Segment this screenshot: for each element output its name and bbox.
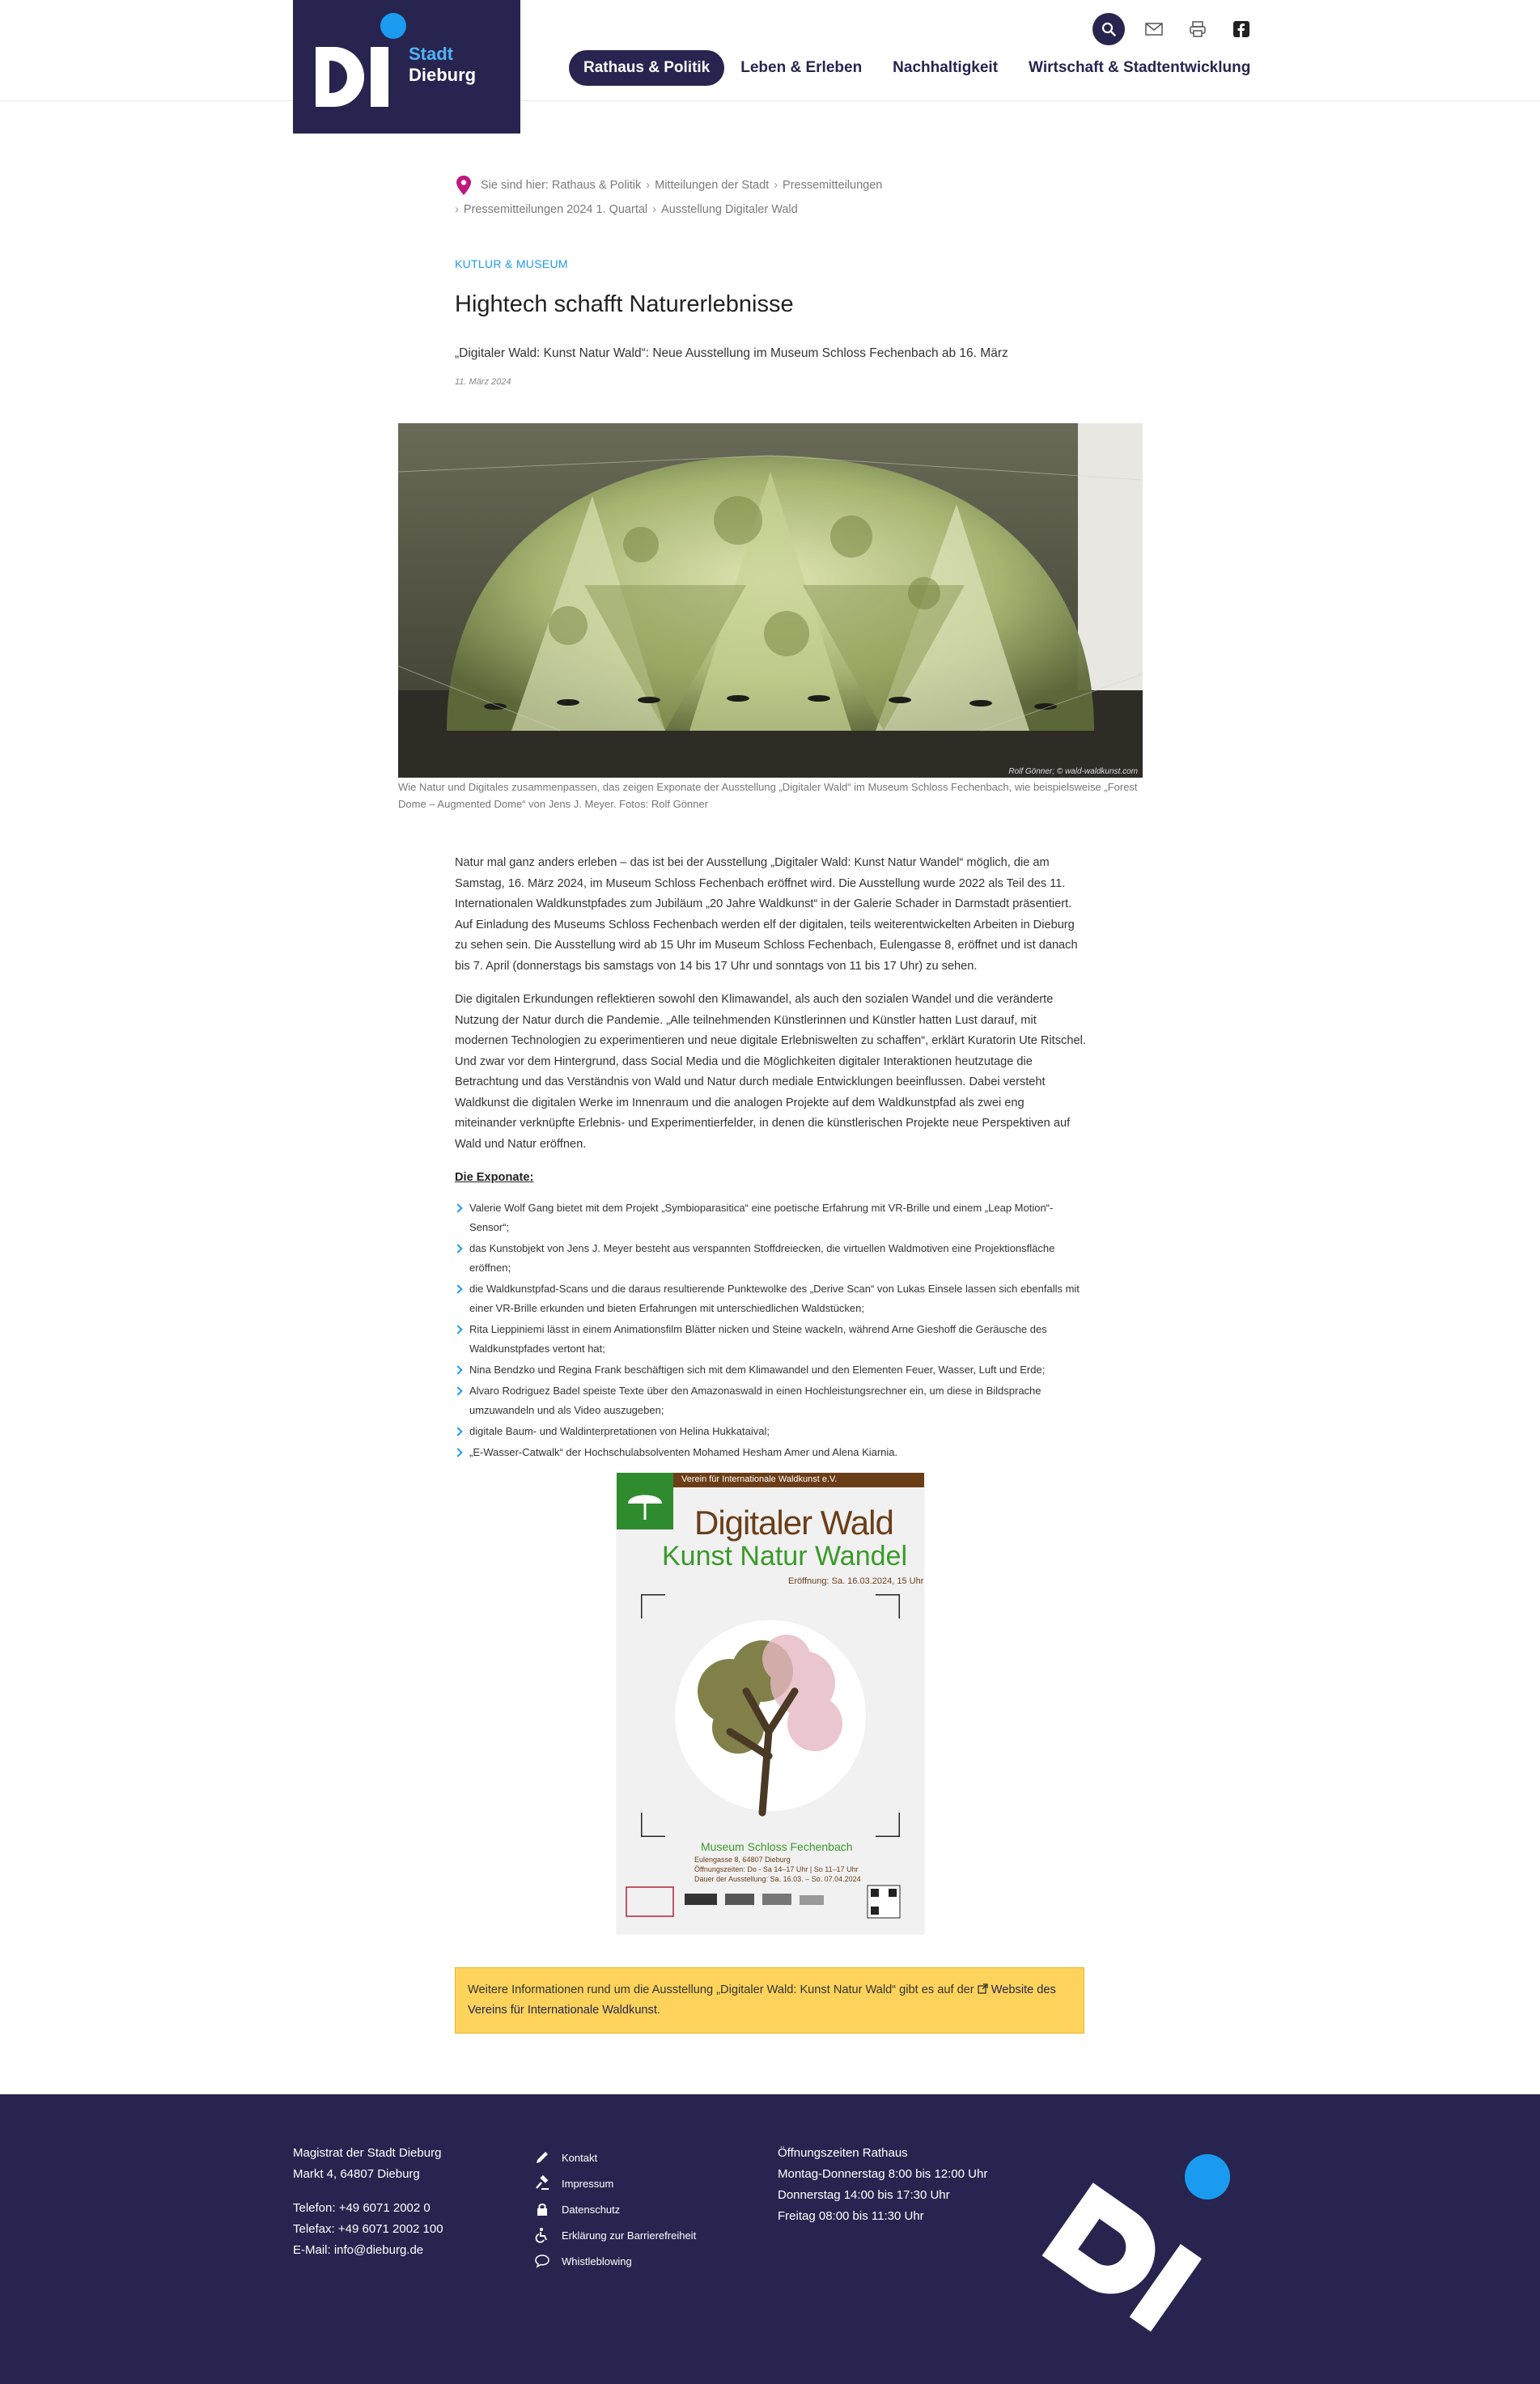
footer-link-datenschutz[interactable]: [534, 2196, 696, 2222]
article-paragraph: Die digitalen Erkundungen reflektieren sowohl den Klimawandel, als auch den sozialen Wandel und die veränderte Nutzung der Natur durch die Pandemie. „Alle teilnehmenden Künstlerinnen und Künstler hatten Lust darauf, mit modernen Technologien zu experimentieren und neue digitale Erlebniswelten zu schaffen“, erklärt Kuratorin Ute Ritschel. Und zwar vor dem Hintergrund, dass Social Media und die Möglichkeiten digitaler Interaktionen heutzutage die Betrachtung und das Verständnis von Wald und Natur durch mediale Entwicklungen beeinflussen. Dabei versteht Waldkunst die digitalen Werke im Innenraum und die analogen Projekte auf dem Waldkunstpfad als zwei eng miteinander verknüpfte Erlebnis- und Experimentierfelder, in denen die künstlerischen Projekte neue Perspektiven auf Wald und Natur eröffnen.: [455, 993, 1086, 1151]
footer-hours-line: Freitag 08:00 bis 11:30 Uhr: [778, 2209, 924, 2223]
info-suffix: .: [656, 2004, 660, 2017]
print-icon: [1189, 20, 1207, 38]
footer-link-label: Whistleblowing: [562, 2255, 632, 2267]
breadcrumb-item[interactable]: Mitteilungen der Stadt: [655, 179, 770, 192]
poster-org-logo: [617, 1473, 673, 1529]
poster-venue: Museum Schloss Fechenbach: [701, 1840, 853, 1853]
article-subtitle: „Digitaler Wald: Kunst Natur Wald“: Neue Ausstellung im Museum Schloss Fechenbach ab 16. März: [455, 346, 1008, 360]
breadcrumb-prefix: Sie sind hier:: [481, 179, 549, 192]
umbrella-icon: [617, 1473, 673, 1529]
footer-email[interactable]: E-Mail: info@dieburg.de: [293, 2243, 424, 2257]
header-icons: [1092, 13, 1256, 45]
location-pin-icon: [455, 175, 473, 196]
poster-tree-illustration: [641, 1594, 900, 1837]
footer-link-kontakt[interactable]: [534, 2144, 696, 2170]
page-title: Hightech schafft Naturerlebnisse: [455, 291, 794, 317]
forest-dome-photo: [398, 423, 1143, 778]
gavel-icon: [534, 2175, 550, 2191]
pen-icon: [534, 2149, 550, 2166]
info-text: Weitere Informationen rund um die Ausstellung „Digitaler Wald: Kunst Natur Wald“ gibt es auf der: [468, 1983, 974, 1996]
footer-hours-line: Montag-Donnerstag 8:00 bis 12:00 Uhr: [778, 2167, 988, 2181]
poster-title-2: Kunst Natur Wandel: [662, 1541, 907, 1572]
external-link-waldkunst[interactable]: Website des Vereins für Internationale Waldkunst: [468, 1983, 1056, 2017]
breadcrumb: [455, 173, 1102, 222]
footer-address: [293, 2143, 443, 2261]
footer-link-barrierefreiheit[interactable]: [534, 2222, 696, 2248]
article-paragraph: Natur mal ganz anders erleben – das ist bei der Ausstellung „Digitaler Wald: Kunst Natur Wandel“ möglich, die am Samstag, 16. März 2024, im Museum Schloss Fechenbach eröffnet wird. Die Ausstellung wurde 2022 als Teil des 11. Internationalen Waldkunstpfades zum Jubiläum „20 Jahre Waldkunst“ in der Galerie Schader in Darmstadt präsentiert. Auf Einladung des Museums Schloss Fechenbach werden elf der digitalen, teils weiterentwickelten Arbeiten in Dieburg zu sehen sein. Die Ausstellung wird ab 15 Uhr im Museum Schloss Fechenbach, Eulengasse 8, eröffnet und ist danach bis 7. April (donnerstags bis samstags von 14 bis 17 Uhr und sonntags von 11 bis 17 Uhr) zu sehen.: [455, 856, 1078, 973]
site-footer: [0, 2094, 1540, 2384]
article-category[interactable]: KUTLUR & MUSEUM: [455, 257, 568, 270]
list-item: Rita Lieppiniemi lässt in einem Animationsfilm Blätter nicken und Steine wackeln, während Arne Gieshoff die Geräusche des Waldkunstpfades vertont hat;: [455, 1320, 1086, 1359]
list-item: Valerie Wolf Gang bietet mit dem Projekt „Symbioparasitica“ eine poetische Erfahrung mit VR-Brille und einem „Leap Motion“-Sensor“;: [455, 1198, 1086, 1237]
chevron-right-icon: ›: [652, 203, 656, 216]
search-button[interactable]: [1092, 13, 1125, 45]
breadcrumb-item[interactable]: Rathaus & Politik: [551, 179, 642, 192]
speech-bubble-icon: [534, 2253, 550, 2269]
poster-duration: Dauer der Ausstellung: Sa. 16.03. – So. 07.04.2024: [694, 1875, 861, 1883]
footer-fax: Telefax: +49 6071 2002 100: [293, 2222, 443, 2236]
footer-links: [534, 2144, 696, 2274]
footer-phone[interactable]: Telefon: +49 6071 2002 0: [293, 2201, 431, 2215]
site-logo[interactable]: [293, 0, 520, 134]
facebook-icon: [1233, 21, 1249, 37]
mail-icon: [1145, 23, 1163, 36]
breadcrumb-item[interactable]: Pressemitteilungen: [783, 179, 883, 192]
footer-address-line: Markt 4, 64807 Dieburg: [293, 2167, 420, 2181]
exhibits-list: [455, 1198, 1086, 1462]
article-date: 11. März 2024: [455, 377, 511, 387]
chevron-right-icon: ›: [455, 203, 459, 216]
nav-item-nachhaltigkeit[interactable]: Nachhaltigkeit: [893, 59, 999, 76]
footer-opening-hours: [778, 2143, 987, 2227]
poster-org: Verein für Internationale Waldkunst e.V.: [681, 1474, 838, 1484]
mail-button[interactable]: [1139, 15, 1169, 44]
list-item: die Waldkunstpfad-Scans und die daraus resultierende Punktewolke des „Derive Scan“ von Lukas Einsele lassen sich ebenfalls mit einer VR-Brille erkunden und bieten Erfahrungen mit unterschiedlichen Waldstücken;: [455, 1279, 1086, 1318]
logo-text-stadt: Stadt: [409, 44, 453, 64]
article-hero-image: [398, 423, 1143, 778]
list-item: digitale Baum- und Waldinterpretationen von Helina Hukkataival;: [455, 1422, 1086, 1441]
search-icon: [1101, 22, 1116, 36]
poster-details: [694, 1855, 889, 1884]
print-button[interactable]: [1183, 15, 1212, 44]
logo-text-dieburg: Dieburg: [409, 65, 477, 85]
footer-link-label: Erklärung zur Barrierefreiheit: [562, 2229, 697, 2242]
footer-address-line: Magistrat der Stadt Dieburg: [293, 2146, 442, 2160]
footer-logo: [1020, 2143, 1230, 2353]
footer-link-label: Datenschutz: [562, 2203, 621, 2216]
poster-hours: Öffnungszeiten: Do - Sa 14–17 Uhr | So 11–17 Uhr: [694, 1865, 859, 1873]
nav-item-rathaus-politik[interactable]: Rathaus & Politik: [569, 50, 724, 86]
breadcrumb-item[interactable]: Pressemitteilungen 2024 1. Quartal: [463, 203, 648, 216]
nav-item-wirtschaft[interactable]: Wirtschaft & Stadtentwicklung: [1029, 59, 1251, 76]
poster-opening: Eröffnung: Sa. 16.03.2024, 15 Uhr: [788, 1576, 924, 1586]
info-box: [455, 1967, 1084, 2034]
footer-link-whistleblowing[interactable]: [534, 2248, 696, 2274]
logo-letter-d: [316, 47, 364, 107]
footer-link-label: Kontakt: [562, 2151, 598, 2164]
logo-dot: [380, 13, 406, 39]
site-header: [0, 0, 1540, 101]
footer-link-label: Impressum: [562, 2177, 614, 2190]
poster-address: Eulengasse 8, 64807 Dieburg: [694, 1856, 791, 1864]
footer-link-impressum[interactable]: [534, 2170, 696, 2196]
list-item: das Kunstobjekt von Jens J. Meyer besteht aus verspannten Stoffdreiecken, die virtuellen Waldmotiven eine Projektionsfläche eröffnen;: [455, 1239, 1086, 1278]
image-caption: Wie Natur und Digitales zusammenpassen, das zeigen Exponate der Ausstellung „Digitaler Wald“ im Museum Schloss Fechenbach, wie beispielsweise „Forest Dome – Augmented Dome“ von Jens J. Meyer. Fotos: Rolf Gönner: [398, 781, 1138, 810]
article-body: [455, 853, 1086, 1464]
footer-hours-title: Öffnungszeiten Rathaus: [778, 2146, 908, 2160]
poster-title-1: Digitaler Wald: [694, 1504, 893, 1542]
exhibition-poster: [617, 1473, 924, 1934]
external-link-icon: [978, 1983, 988, 1994]
logo-letter-i: [371, 47, 388, 107]
list-item: Nina Bendzko und Regina Frank beschäftigen sich mit dem Klimawandel und den Elementen Feuer, Wasser, Luft und Erde;: [455, 1360, 1086, 1380]
poster-sponsor-logos: [625, 1884, 916, 1924]
exhibits-heading: Die Exponate:: [455, 1171, 534, 1184]
breadcrumb-current: Ausstellung Digitaler Wald: [661, 203, 798, 216]
footer-hours-line: Donnerstag 14:00 bis 17:30 Uhr: [778, 2188, 950, 2202]
lock-icon: [534, 2201, 550, 2217]
image-credit: Rolf Gönner; © wald-waldkunst.com: [1008, 767, 1138, 776]
facebook-button[interactable]: [1227, 15, 1256, 44]
chevron-right-icon: ›: [646, 179, 651, 192]
nav-item-leben-erleben[interactable]: Leben & Erleben: [740, 59, 863, 76]
chevron-right-icon: ›: [774, 179, 778, 192]
main-navigation: [569, 50, 1266, 86]
list-item: „E-Wasser-Catwalk“ der Hochschulabsolventen Mohamed Hesham Amer und Alena Kiarnia.: [455, 1443, 1086, 1462]
accessibility-icon: [534, 2227, 550, 2243]
list-item: Alvaro Rodriguez Badel speiste Texte über den Amazonaswald in einen Hochleistungsrechner ein, um diese in Bildsprache umzuwandeln und als Video auszugeben;: [455, 1381, 1086, 1420]
